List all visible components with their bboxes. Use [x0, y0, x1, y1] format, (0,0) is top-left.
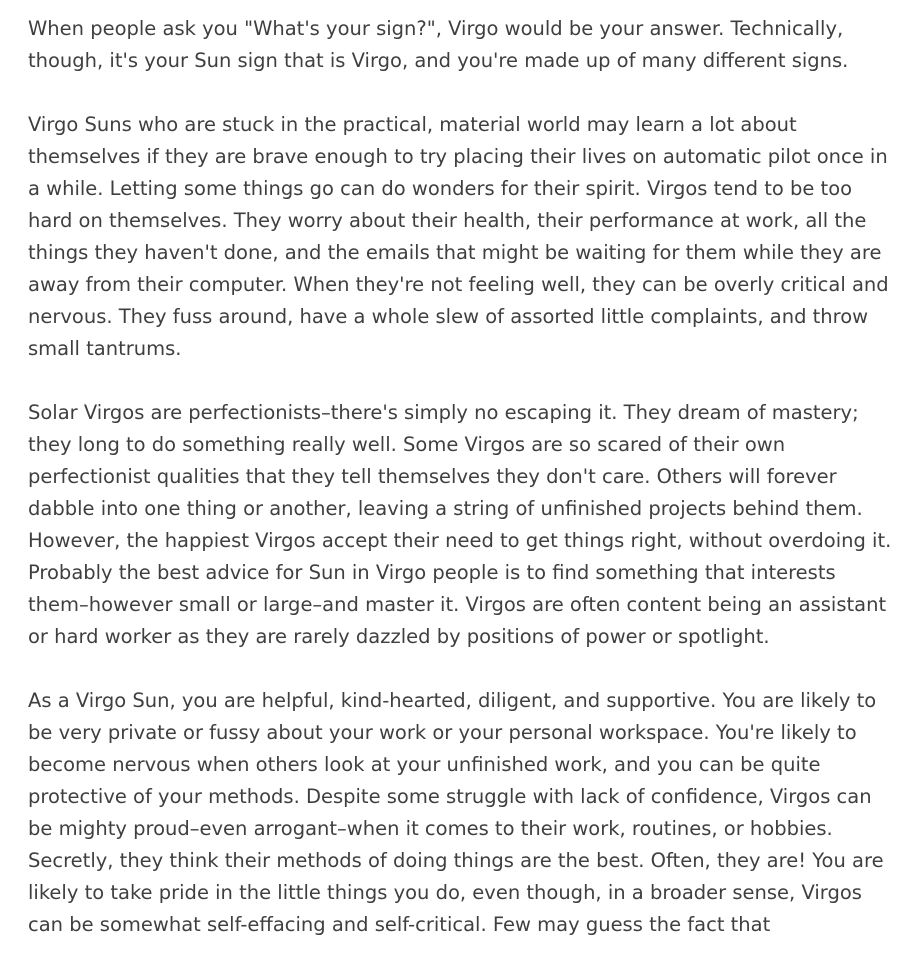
paragraph-virgo-sun-traits: As a Virgo Sun, you are helpful, kind-hearted, diligent, and supportive. You are likely to be very private or fussy about your work or your personal workspace. You're likely to become nervous when others look at your unfinished work, and you can be quite protective of your methods. Despite some struggle with lack of confidence, Virgos can be mighty proud–even arrogant–when it comes to their work, routines, or hobbies. Secretly, they think their methods of doing things are the best. Often, they are! You are likely to take pride in the little things you do, even though, in a broader sense, Virgos can be somewhat self-effacing and self-critical. Few may guess the fact that [28, 689, 884, 936]
paragraph-intro: When people ask you "What's your sign?", Virgo would be your answer. Technically, though, it's your Sun sign that is Virgo, and you're made up of many different signs. [28, 17, 849, 72]
paragraph-practical-world: Virgo Suns who are stuck in the practical, material world may learn a lot about themselves if they are brave enough to try placing their lives on automatic pilot once in a while. Letting some things go can do wonders for their spirit. Virgos tend to be too hard on themselves. They worry about their health, their performance at work, all the things they haven't done, and the emails that might be waiting for them while they are away from their computer. When they're not feeling well, they can be overly critical and nervous. They fuss around, have a whole slew of assorted little complaints, and throw small tantrums. [28, 113, 889, 360]
article-body [28, 13, 896, 973]
paragraph-perfectionists: Solar Virgos are perfectionists–there's simply no escaping it. They dream of mastery; they long to do something really well. Some Virgos are so scared of their own perfectionist qualities that they tell themselves they don't care. Others will forever dabble into one thing or another, leaving a string of unfinished projects behind them. However, the happiest Virgos accept their need to get things right, without overdoing it. Probably the best advice for Sun in Virgo people is to find something that interests them–however small or large–and master it. Virgos are often content being an assistant or hard worker as they are rarely dazzled by positions of power or spotlight. [28, 401, 892, 648]
